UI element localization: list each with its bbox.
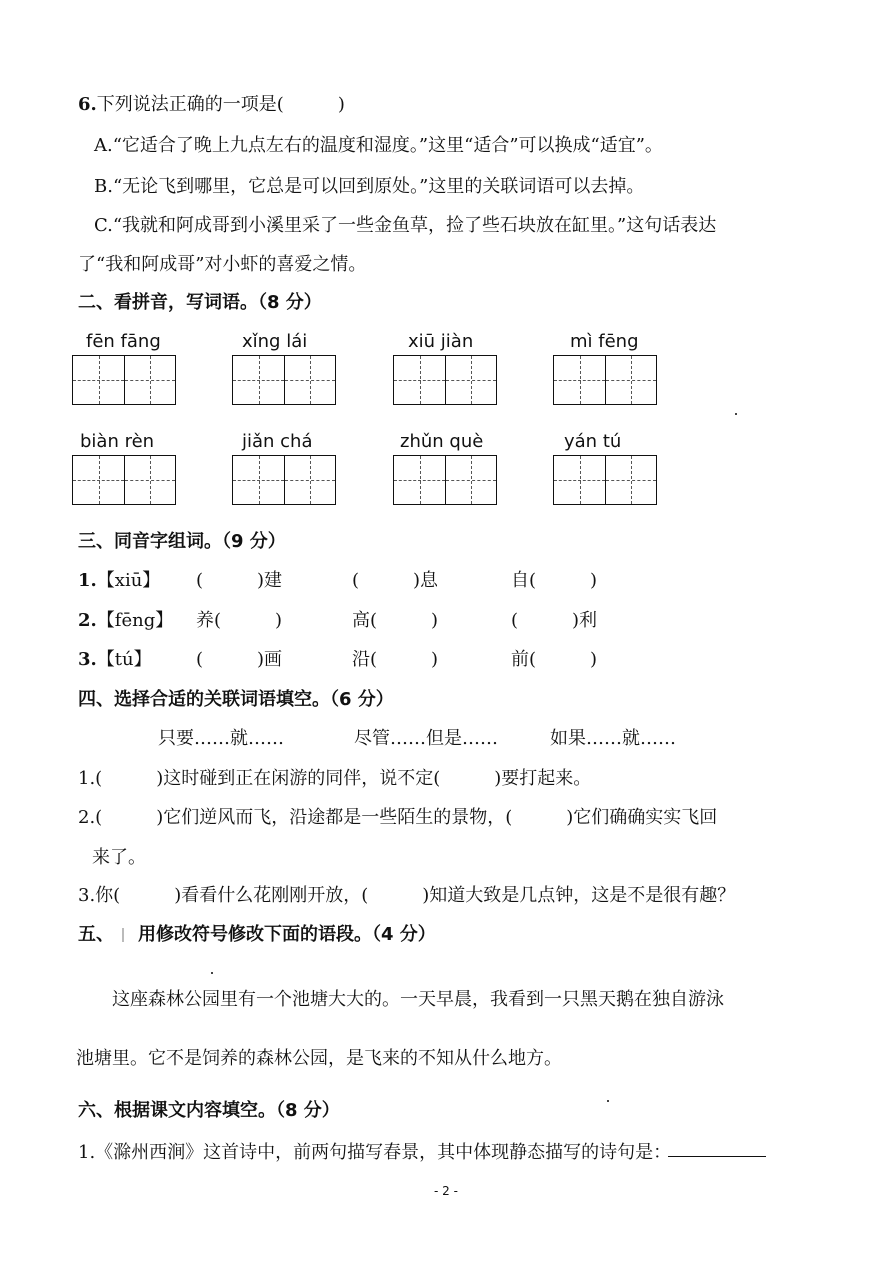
row-number: 2. bbox=[78, 610, 97, 631]
grid-cell[interactable] bbox=[394, 356, 445, 404]
homophone-key bbox=[78, 566, 160, 592]
pinyin-label: xǐng lái bbox=[242, 331, 308, 352]
grid-cell[interactable] bbox=[445, 456, 496, 504]
conjunction-option: 如果……就…… bbox=[550, 728, 676, 749]
homophone-pinyin: 【xiū】 bbox=[96, 570, 161, 591]
writing-grid[interactable] bbox=[232, 355, 336, 405]
writing-grid[interactable] bbox=[232, 455, 336, 505]
grid-cell[interactable] bbox=[124, 456, 175, 504]
conjunction-option: 尽管……但是…… bbox=[354, 728, 498, 749]
conjunction-option: 只要……就…… bbox=[158, 728, 284, 749]
writing-grid[interactable] bbox=[72, 455, 176, 505]
grid-cell[interactable] bbox=[605, 456, 656, 504]
fill-blank[interactable]: 沿( ) bbox=[352, 649, 439, 670]
homophone-pinyin: 【tú】 bbox=[96, 649, 152, 670]
sec4-question-1: 1.( )这时碰到正在闲游的同伴，说不定( )要打起来。 bbox=[78, 768, 592, 789]
grid-cell[interactable] bbox=[605, 356, 656, 404]
section-2-title: 二、看拼音，写词语。（8 分） bbox=[78, 292, 322, 313]
sec4-question-3: 3.你( )看看什么花刚刚开放，( )知道大致是几点钟，这是不是很有趣？ bbox=[78, 885, 736, 906]
grid-cell[interactable] bbox=[284, 356, 335, 404]
grid-cell[interactable] bbox=[124, 356, 175, 404]
paragraph-line-1: 这座森林公园里有一个池塘大大的。一天早晨，我看到一只黑天鹅在独自游泳 bbox=[112, 989, 724, 1010]
sec4-question-2-line1: 2.( )它们逆风而飞，沿途都是一些陌生的景物，( )它们确确实实飞回 bbox=[78, 807, 718, 828]
q6-option-c-line2: 了“我和阿成哥”对小虾的喜爱之情。 bbox=[78, 254, 367, 275]
section-5-instruction: 用修改符号修改下面的语段。（4 分） bbox=[138, 924, 436, 945]
grid-cell[interactable] bbox=[554, 456, 605, 504]
grid-cell[interactable] bbox=[233, 356, 284, 404]
grid-cell[interactable] bbox=[445, 356, 496, 404]
section-3-title: 三、同音字组词。（9 分） bbox=[78, 531, 286, 552]
fill-blank[interactable]: 高( ) bbox=[352, 610, 439, 631]
pinyin-label: biàn rèn bbox=[80, 431, 155, 452]
answer-blank[interactable] bbox=[668, 1156, 766, 1157]
writing-grid[interactable] bbox=[393, 355, 497, 405]
q6-stem-text: 下列说法正确的一项是( ) bbox=[96, 94, 345, 115]
fill-blank[interactable]: 自( ) bbox=[511, 570, 598, 591]
page-number: - 2 - bbox=[434, 1184, 458, 1198]
section-6-title: 六、根据课文内容填空。（8 分） bbox=[78, 1100, 340, 1121]
fill-blank[interactable]: ( )建 bbox=[196, 570, 283, 591]
scan-mark bbox=[122, 928, 124, 942]
sec4-question-2-line2: 来了。 bbox=[92, 847, 146, 868]
writing-grid[interactable] bbox=[393, 455, 497, 505]
section-5-title bbox=[78, 920, 436, 946]
row-number: 1. bbox=[78, 570, 97, 591]
grid-cell[interactable] bbox=[394, 456, 445, 504]
q6-option-c-line1: C.“我就和阿成哥到小溪里采了一些金鱼草，捡了些石块放在缸里。”这句话表达 bbox=[94, 215, 717, 236]
pinyin-label: fēn fāng bbox=[86, 331, 161, 352]
fill-blank[interactable]: 前( ) bbox=[511, 649, 598, 670]
grid-cell[interactable] bbox=[73, 356, 124, 404]
writing-grid[interactable] bbox=[553, 455, 657, 505]
homophone-key bbox=[78, 645, 152, 671]
fill-blank[interactable]: 养( ) bbox=[196, 610, 283, 631]
writing-grid[interactable] bbox=[553, 355, 657, 405]
pinyin-label: yán tú bbox=[564, 431, 622, 452]
scan-speck bbox=[607, 1100, 609, 1102]
pinyin-label: jiǎn chá bbox=[242, 431, 313, 452]
scan-speck bbox=[735, 413, 737, 415]
section-5-number: 五、 bbox=[78, 924, 114, 945]
fill-blank[interactable]: ( )画 bbox=[196, 649, 283, 670]
homophone-pinyin: 【fēng】 bbox=[96, 610, 174, 631]
fill-blank[interactable]: ( )息 bbox=[352, 570, 439, 591]
scan-speck bbox=[211, 972, 213, 974]
grid-cell[interactable] bbox=[73, 456, 124, 504]
grid-cell[interactable] bbox=[554, 356, 605, 404]
grid-cell[interactable] bbox=[284, 456, 335, 504]
q6-option-a: A.“它适合了晚上九点左右的温度和湿度。”这里“适合”可以换成“适宜”。 bbox=[94, 135, 663, 156]
grid-cell[interactable] bbox=[233, 456, 284, 504]
pinyin-label: xiū jiàn bbox=[408, 331, 474, 352]
section-4-title: 四、选择合适的关联词语填空。（6 分） bbox=[78, 689, 394, 710]
fill-blank[interactable]: ( )利 bbox=[511, 610, 598, 631]
writing-grid[interactable] bbox=[72, 355, 176, 405]
q6-number: 6. bbox=[78, 94, 97, 115]
homophone-key bbox=[78, 606, 173, 632]
pinyin-label: zhǔn què bbox=[400, 431, 484, 452]
row-number: 3. bbox=[78, 649, 97, 670]
sec6-question-1: 1.《滁州西涧》这首诗中，前两句描写春景，其中体现静态描写的诗句是： bbox=[78, 1142, 672, 1163]
pinyin-label: mì fēng bbox=[570, 331, 639, 352]
q6-stem bbox=[78, 90, 345, 116]
q6-option-b: B.“无论飞到哪里，它总是可以回到原处。”这里的关联词语可以去掉。 bbox=[94, 176, 645, 197]
paragraph-line-2: 池塘里。它不是饲养的森林公园，是飞来的不知从什么地方。 bbox=[76, 1048, 562, 1069]
